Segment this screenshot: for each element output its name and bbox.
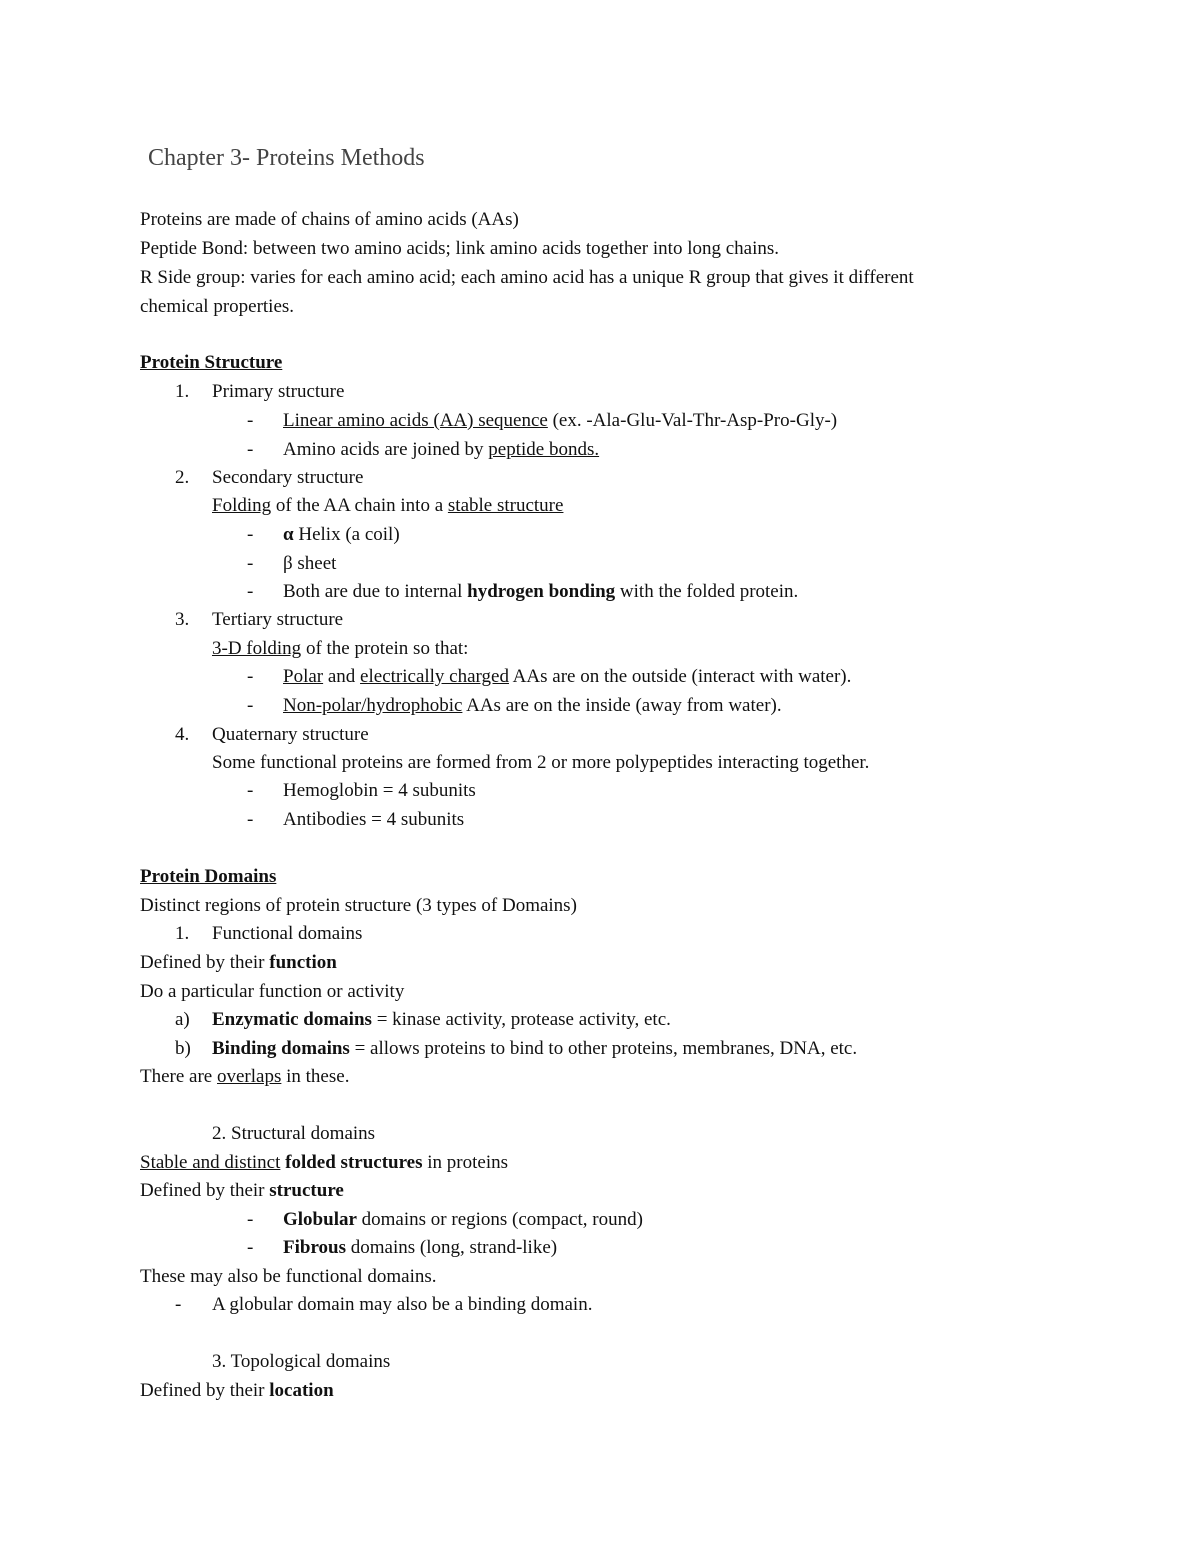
- functional-also-line: These may also be functional domains.: [140, 1266, 437, 1287]
- bullet-dash: -: [247, 524, 254, 545]
- alpha-symbol: α: [283, 524, 294, 545]
- bullet-globular-binding: A globular domain may also be a binding domain.: [212, 1294, 593, 1315]
- intro-line-2: Peptide Bond: between two amino acids; link amino acids together into long chains.: [140, 238, 780, 259]
- secondary-structure-desc: Folding of the AA chain into a stable structure: [212, 495, 564, 516]
- bullet-dash: -: [247, 581, 254, 602]
- intro-line-3: R Side group: varies for each amino acid; each amino acid has a unique R group that gives it different: [140, 267, 914, 288]
- tertiary-structure-desc: 3-D folding of the protein so that:: [212, 638, 469, 659]
- bullet-fibrous: Fibrous domains (long, strand-like): [283, 1237, 558, 1258]
- topological-domains-title: 3. Topological domains: [212, 1351, 391, 1372]
- intro-line-1: Proteins are made of chains of amino acids (AAs): [140, 209, 519, 230]
- bullet-dash: -: [247, 780, 254, 801]
- bullet-dash: -: [247, 666, 254, 687]
- quaternary-structure-desc: Some functional proteins are formed from 2 or more polypeptides interacting together.: [212, 752, 870, 773]
- bullet-polar-charged: Polar and electrically charged AAs are on the outside (interact with water).: [283, 666, 852, 687]
- list-number: 1.: [175, 381, 190, 402]
- enzymatic-domains-item: Enzymatic domains = kinase activity, protease activity, etc.: [212, 1009, 671, 1030]
- list-letter: a): [175, 1009, 190, 1030]
- domains-intro: Distinct regions of protein structure (3 types of Domains): [140, 895, 577, 916]
- bullet-nonpolar: Non-polar/hydrophobic AAs are on the inside (away from water).: [283, 695, 782, 716]
- list-number: 1.: [175, 923, 190, 944]
- section-heading-domains: Protein Domains: [140, 866, 277, 887]
- structural-defined: Defined by their structure: [140, 1180, 344, 1201]
- bullet-linear-sequence: Linear amino acids (AA) sequence (ex. -Ala-Glu-Val-Thr-Asp-Pro-Gly-): [283, 410, 838, 431]
- bullet-peptide-bonds: Amino acids are joined by peptide bonds.: [283, 439, 600, 460]
- bullet-dash: -: [247, 439, 254, 460]
- quaternary-structure-item: Quaternary structure: [212, 724, 369, 745]
- topological-defined: Defined by their location: [140, 1380, 334, 1401]
- secondary-structure-item: Secondary structure: [212, 467, 364, 488]
- functional-do: Do a particular function or activity: [140, 981, 405, 1002]
- bullet-globular: Globular domains or regions (compact, round): [283, 1209, 643, 1230]
- bullet-dash: -: [247, 695, 254, 716]
- structural-stable-line: Stable and distinct folded structures in proteins: [140, 1152, 509, 1173]
- list-number: 4.: [175, 724, 190, 745]
- bullet-dash: -: [247, 809, 254, 830]
- overlaps-line: There are overlaps in these.: [140, 1066, 350, 1087]
- bullet-dash: -: [247, 553, 254, 574]
- functional-defined: Defined by their function: [140, 952, 337, 973]
- bullet-antibodies: Antibodies = 4 subunits: [283, 809, 465, 830]
- list-number: 2.: [175, 467, 190, 488]
- bullet-hemoglobin: Hemoglobin = 4 subunits: [283, 780, 476, 801]
- section-heading-structure: Protein Structure: [140, 352, 283, 373]
- functional-domains-item: Functional domains: [212, 923, 363, 944]
- page-title: Chapter 3- Proteins Methods: [148, 145, 425, 171]
- bullet-alpha-helix: α Helix (a coil): [283, 524, 400, 545]
- intro-line-4: chemical properties.: [140, 296, 295, 317]
- bullet-beta-sheet: β sheet: [283, 553, 337, 574]
- tertiary-structure-item: Tertiary structure: [212, 609, 344, 630]
- list-number: 3.: [175, 609, 190, 630]
- bullet-hydrogen-bonding: Both are due to internal hydrogen bonding with the folded protein.: [283, 581, 799, 602]
- bullet-dash: -: [175, 1294, 182, 1315]
- binding-domains-item: Binding domains = allows proteins to bind to other proteins, membranes, DNA, etc.: [212, 1038, 858, 1059]
- bullet-dash: -: [247, 1209, 254, 1230]
- primary-structure-item: Primary structure: [212, 381, 345, 402]
- bullet-dash: -: [247, 410, 254, 431]
- list-letter: b): [175, 1038, 191, 1059]
- structural-domains-title: 2. Structural domains: [212, 1123, 376, 1144]
- bullet-dash: -: [247, 1237, 254, 1258]
